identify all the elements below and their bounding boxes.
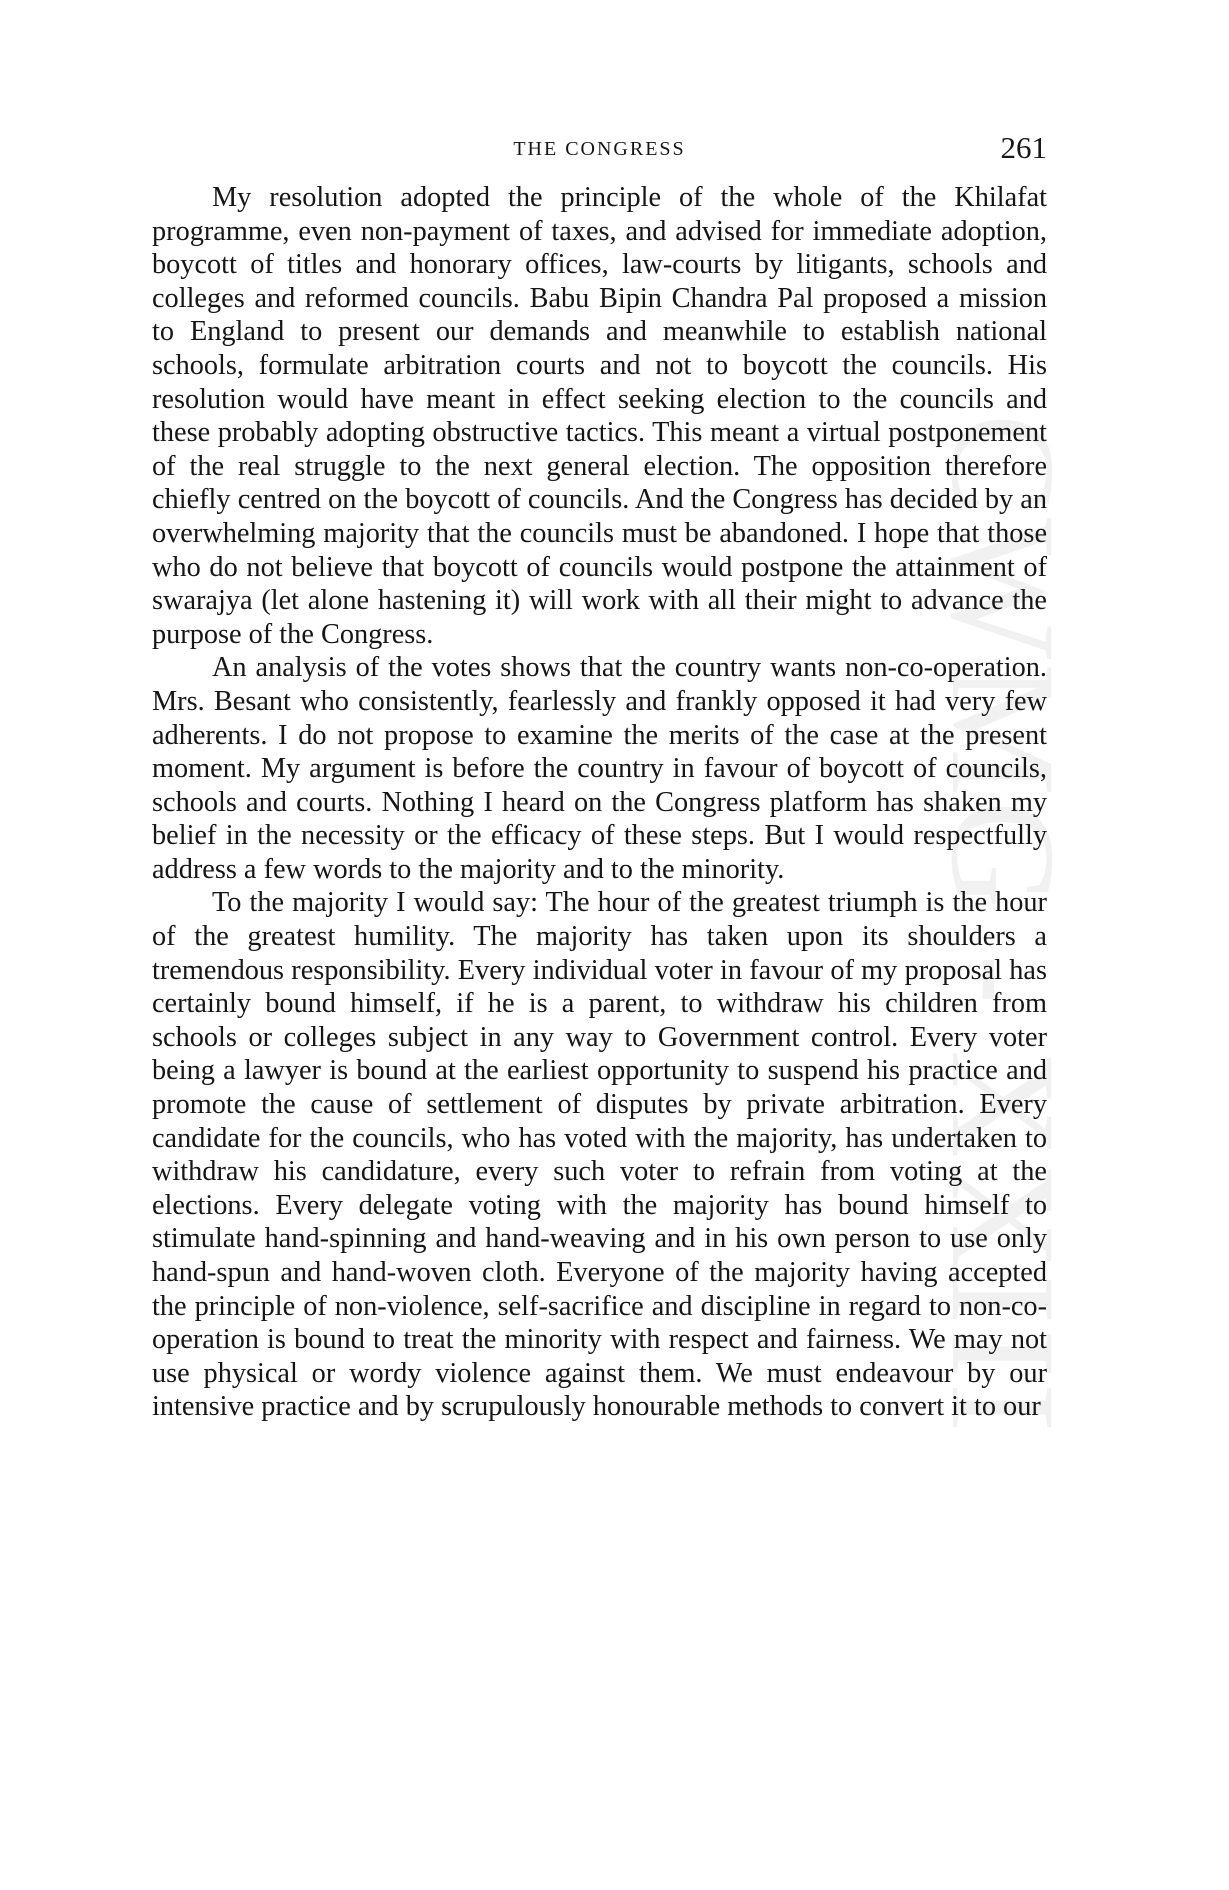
paragraph-2: An analysis of the votes shows that the country wants non-co-operation. Mrs. Besant who consistently, fearlessly and frankly opposed it had very few adherents. I do not propose to examine the merits of the case at the present moment. My argument is before the country in favour of boycott of councils, schools and courts. Nothing I heard on the Congress platform has shaken my belief in the necessity or the efficacy of these steps. But I would respectfully address a few words to the majority and to the minority. <box>152 652 1047 885</box>
paragraph-1: My resolution adopted the principle of the whole of the Khilafat programme, even non-payment of taxes, and advised for immediate adoption, boycott of titles and honorary offices, law-courts by litigants, schools and colleges and reformed councils. Babu Bipin Chandra Pal proposed a mission to England to present our demands and meanwhile to establish national schools, formulate arbitration courts and not to boycott the councils. His resolution would have meant in effect seeking election to the councils and these probably adopting obstructive tactics. This meant a virtual postponement of the real struggle to the next general election. The opposition therefore chiefly centred on the boycott of councils. And the Congress has decided by an overwhelming majority that the councils must be abandoned. I hope that those who do not believe that boycott of councils would postpone the attainment of swarajya (let alone hastening it) will work with all their might to advance the purpose of the Congress. <box>152 182 1047 650</box>
page-number: 261 <box>1000 130 1047 165</box>
watermark-text: CWMG - XXIII <box>920 413 1086 1437</box>
paragraph-3: To the majority I would say: The hour of the greatest triumph is the hour of the greatest humility. The majority has taken upon its shoulders a tremendous responsibility. Every individual voter in favour of my proposal has certainly bound himself, if he is a parent, to withdraw his children from schools or colleges subject in any way to Government control. Every voter being a lawyer is bound at the earliest opportunity to suspend his practice and promote the cause of settlement of disputes by private arbitration. Every candidate for the councils, who has voted with the majority, has undertaken to withdraw his candidature, every such voter to refrain from voting at the elections. Every delegate voting with the majority has bound himself to stimulate hand-spinning and hand-weaving and in his own person to use only hand-spun and hand-woven cloth. Everyone of the majority having accepted the principle of non-violence, self-sacrifice and discipline in regard to non-co-operation is bound to treat the minority with respect and fairness. We may not use physical or wordy violence against them. We must endeavour by our intensive practice and by scrupulously honourable methods to convert it to our <box>152 887 1047 1423</box>
running-head <box>152 130 1047 170</box>
body-text <box>152 181 1047 1424</box>
running-title: THE CONGRESS <box>513 138 686 160</box>
